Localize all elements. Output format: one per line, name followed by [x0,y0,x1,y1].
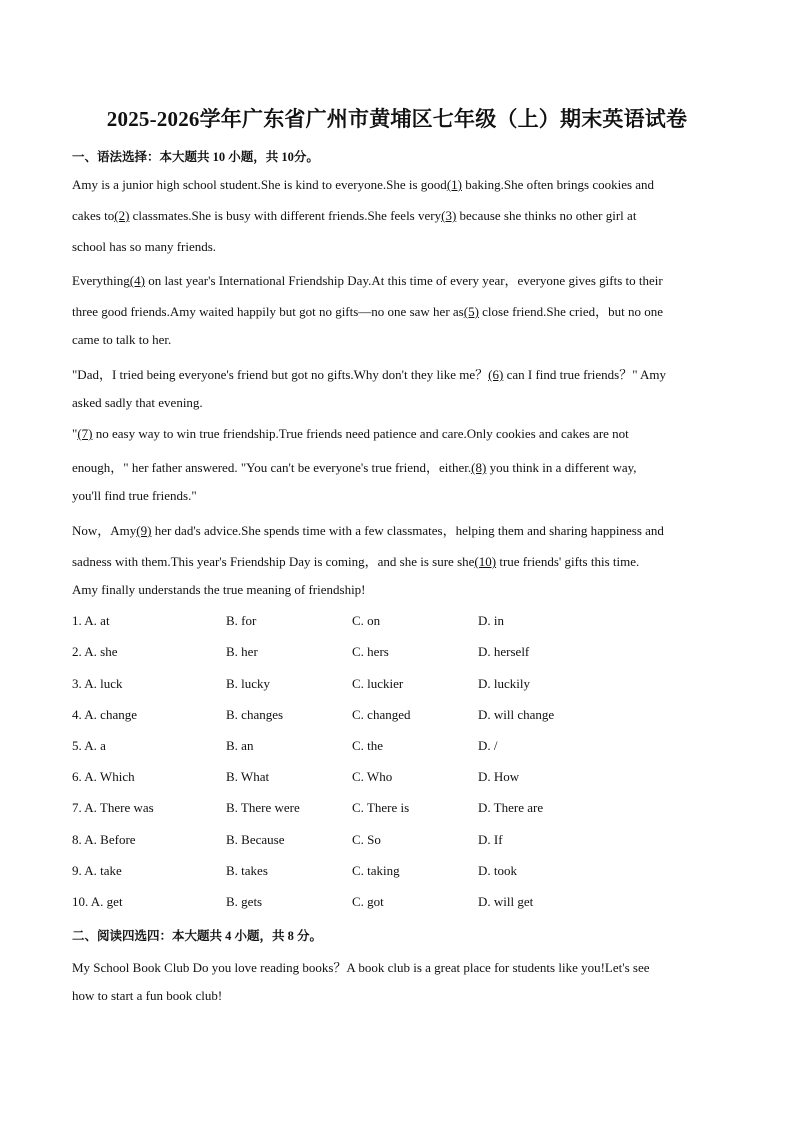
passage-text: close friend.She cried，but no one [478,304,664,319]
option-c: C. There is [352,800,410,815]
page-title: 2025-2026学年广东省广州市黄埔区七年级（上）期末英语试卷 [106,107,688,131]
passage-text: Amy is a junior high school student.She is kind to everyone.She is good [72,177,447,192]
option-d: D. will get [478,894,534,909]
passage-text: Amy finally understands the true meaning of friendship! [72,582,366,597]
option-a: 9. A. take [72,863,122,878]
passage-line [72,957,722,976]
option-b: B. takes [226,863,268,878]
blank-1: (1) [446,177,462,192]
option-d: D. will change [478,707,555,722]
passage-line [72,177,722,193]
passage-text: Now，Amy [72,523,137,538]
option-d: D. If [478,832,503,847]
section-heading-grammar: 一、语法选择：本大题共 10 小题，共 10分。 [72,150,319,164]
option-b: B. an [226,738,254,753]
passage-text: you'll find true friends." [72,488,197,503]
option-c: C. luckier [352,676,404,691]
passage-text: because she thinks no other girl at [456,208,637,223]
option-c: C. taking [352,863,400,878]
question-row [72,832,722,850]
option-c: C. hers [352,644,389,659]
option-b: B. her [226,644,258,659]
passage-text: came to talk to her. [72,332,172,347]
passage-line [72,488,722,504]
passage-text: sadness with them.This year's Friendship Day is coming，and she is sure she [72,554,475,569]
passage-text: "Dad，I tried being everyone's friend but got no gifts.Why don't they like me？ [72,367,489,382]
option-c: C. So [352,832,381,847]
option-a: 8. A. Before [72,832,136,847]
passage-line [72,582,722,598]
passage-text: you think in a different way, [486,460,637,475]
blank-3: (3) [441,208,457,223]
passage-line [72,457,722,476]
blank-6: (6) [488,367,504,382]
option-b: B. Because [226,832,285,847]
passage-line [72,364,722,383]
option-c: C. Who [352,769,393,784]
passage-line [72,988,722,1004]
passage-text: " [72,426,78,441]
option-d: D. luckily [478,676,530,691]
blank-9: (9) [136,523,152,538]
option-a: 2. A. she [72,644,118,659]
passage-text: how to start a fun book club! [72,988,223,1003]
passage-line [72,551,722,570]
question-row [72,738,722,756]
section-heading-reading: 二、阅读四选四：本大题共 4 小题，共 8 分。 [72,929,323,943]
blank-5: (5) [463,304,479,319]
option-d: D. How [478,769,520,784]
question-row [72,613,722,631]
passage-line [72,332,722,348]
option-b: B. What [226,769,270,784]
passage-text: asked sadly that evening. [72,395,203,410]
passage-text: Everything [72,273,130,288]
passage-line [72,239,722,255]
question-row [72,800,722,818]
passage-text: three good friends.Amy waited happily but got no gifts—no one saw her as [72,304,464,319]
passage-line [72,270,722,289]
option-b: B. gets [226,894,263,909]
passage-line [72,395,722,411]
passage-text: her dad's advice.She spends time with a few classmates，helping them and sharing happiness and [151,523,664,538]
option-b: B. There were [226,800,300,815]
option-d: D. There are [478,800,544,815]
passage-text: can I find true friends？" Amy [503,367,667,382]
option-a: 10. A. get [72,894,123,909]
blank-2: (2) [114,208,130,223]
option-d: D. in [478,613,504,628]
option-b: B. for [226,613,257,628]
option-d: D. herself [478,644,530,659]
option-d: D. took [478,863,517,878]
option-c: C. on [352,613,381,628]
option-d: D. / [478,738,498,753]
passage-text: on last year's International Friendship Day.At this time of every year，everyone gives gifts to their [144,273,663,288]
blank-4: (4) [129,273,145,288]
passage-text: classmates.She is busy with different friends.She feels very [129,208,442,223]
passage-line [72,208,722,224]
blank-7: (7) [77,426,93,441]
passage-text: My School Book Club Do you love reading books？A book club is a great place for students like you!Let's see [72,960,650,975]
option-c: C. changed [352,707,411,722]
passage-text: baking.She often brings cookies and [461,177,655,192]
passage-line [72,301,722,320]
option-a: 7. A. There was [72,800,154,815]
option-c: C. the [352,738,384,753]
passage-text: cakes to [72,208,115,223]
option-a: 3. A. luck [72,676,123,691]
question-row [72,707,722,725]
passage-line [72,520,722,539]
passage-text: true friends' gifts this time. [496,554,640,569]
question-row [72,644,722,662]
option-a: 5. A. a [72,738,106,753]
passage-text: no easy way to win true friendship.True friends need patience and care.Only cookies and cakes are not [92,426,629,441]
option-a: 6. A. Which [72,769,135,784]
blank-8: (8) [471,460,487,475]
blank-10: (10) [474,554,497,569]
question-row [72,769,722,787]
passage-line [72,426,722,442]
passage-text: school has so many friends. [72,239,217,254]
option-b: B. lucky [226,676,271,691]
option-c: C. got [352,894,384,909]
question-row [72,863,722,881]
option-b: B. changes [226,707,284,722]
question-row [72,894,722,912]
option-a: 1. A. at [72,613,110,628]
passage-text: enough，" her father answered. "You can't be everyone's true friend，either. [72,460,472,475]
option-a: 4. A. change [72,707,137,722]
question-row [72,676,722,694]
